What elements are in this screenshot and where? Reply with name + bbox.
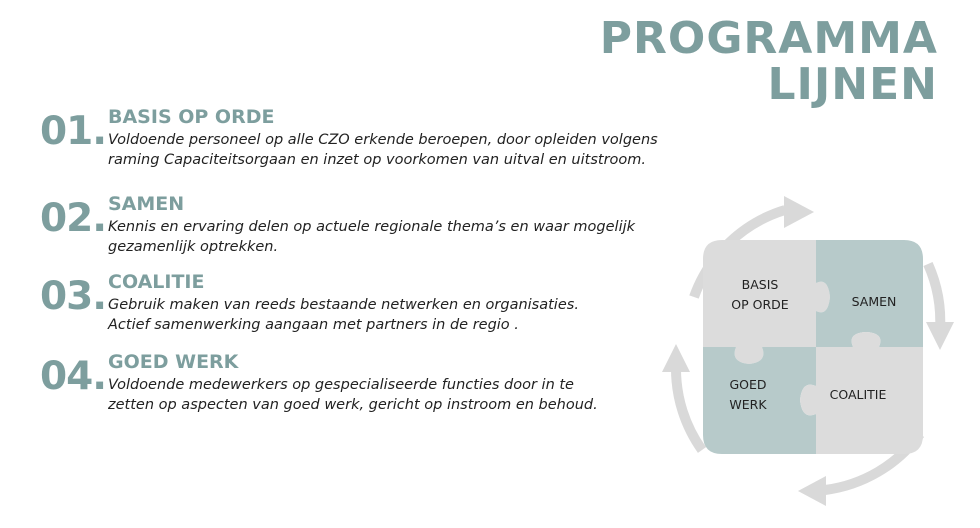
- item-heading: COALITIE: [108, 271, 205, 293]
- item-description-line: Voldoende medewerkers op gespecialiseerde functies door in te: [108, 377, 574, 393]
- cycle-arrow-head-top: [784, 196, 814, 228]
- item-number: 04.: [40, 354, 107, 399]
- cycle-arrow-right: [928, 264, 940, 330]
- programme-line-3: [40, 271, 700, 341]
- title-line-2: LIJNEN: [767, 59, 938, 110]
- cycle-arrow-head-left: [662, 344, 690, 372]
- puzzle-label-bottom-left-2: WERK: [729, 397, 767, 412]
- item-heading: SAMEN: [108, 193, 185, 215]
- puzzle-label-top-left-2: OP ORDE: [731, 297, 789, 312]
- item-description: [108, 130, 698, 170]
- programme-line-1: [40, 106, 700, 176]
- item-description: [108, 375, 698, 415]
- puzzle-label-bottom-left-1: GOED: [729, 377, 767, 392]
- cycle-arrow-head-bottom: [798, 476, 826, 506]
- page-title: [599, 13, 938, 110]
- item-number: 01.: [40, 109, 107, 154]
- item-description-line: raming Capaciteitsorgaan en inzet op voorkomen van uitval en uitstroom.: [108, 152, 647, 168]
- cycle-arrow-head-right: [926, 322, 954, 350]
- programme-line-4: [40, 351, 700, 421]
- item-description-line: Gebruik maken van reeds bestaande netwerken en organisaties.: [108, 297, 579, 313]
- item-heading: GOED WERK: [108, 351, 239, 373]
- puzzle-label-top-left-1: BASIS: [741, 277, 779, 292]
- cycle-arrow-left: [676, 368, 702, 450]
- item-number: 03.: [40, 274, 107, 319]
- item-description-line: Kennis en ervaring delen op actuele regionale thema’s en waar mogelijk: [108, 219, 636, 235]
- item-description: [108, 295, 698, 335]
- item-description-line: zetten op aspecten van goed werk, gericht op instroom en behoud.: [108, 397, 598, 413]
- puzzle-label-bottom-right: COALITIE: [829, 387, 887, 402]
- puzzle-label-top-right: SAMEN: [851, 294, 897, 309]
- item-description-line: gezamenlijk optrekken.: [108, 239, 279, 255]
- item-description-line: Voldoende personeel op alle CZO erkende beroepen, door opleiden volgens: [108, 132, 658, 148]
- programme-line-2: [40, 193, 700, 263]
- item-heading: BASIS OP ORDE: [108, 106, 275, 128]
- title-line-1: PROGRAMMA: [599, 13, 938, 64]
- puzzle-cycle-diagram: [650, 192, 980, 512]
- item-number: 02.: [40, 196, 107, 241]
- item-description-line: Actief samenwerking aangaan met partners in de regio .: [108, 317, 519, 333]
- item-description: [108, 217, 698, 257]
